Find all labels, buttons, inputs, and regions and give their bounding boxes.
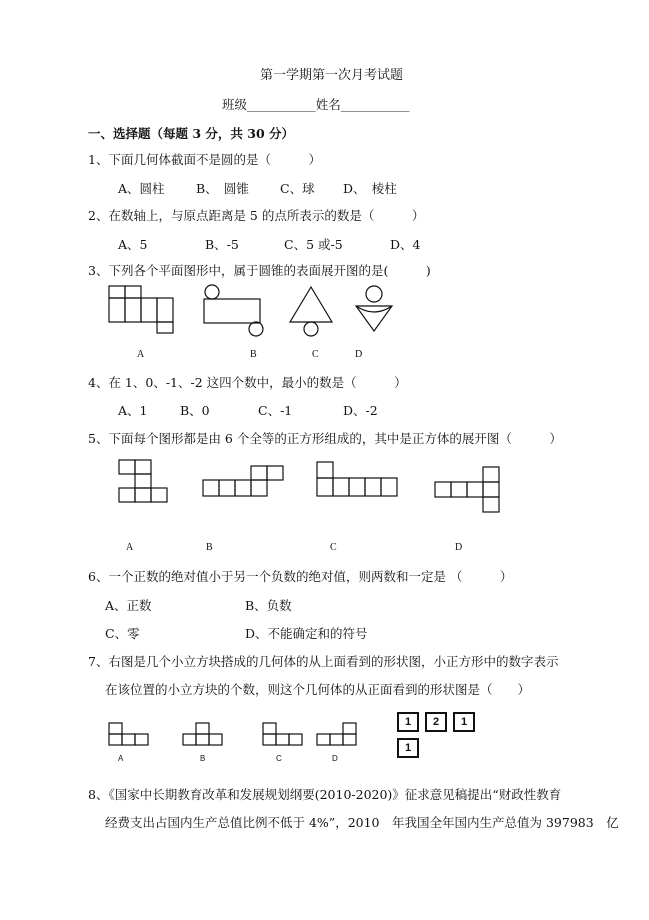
q2-option-b: B、-5 xyxy=(205,237,239,252)
q4-option-c: C、-1 xyxy=(258,403,293,418)
name-blank: ___________ xyxy=(340,97,410,112)
question-1-stem: 1、下面几何体截面不是圆的是（ ） xyxy=(88,152,321,167)
q6-option-c: C、零 xyxy=(105,626,140,641)
question-6-stem: 6、一个正数的绝对值小于另一个负数的绝对值，则两数和一定是 （ ） xyxy=(88,569,513,584)
q5-figure-c xyxy=(316,461,400,499)
q3-figure-a xyxy=(108,285,180,335)
grid-cell: 1 xyxy=(397,738,419,758)
q6-option-d: D、不能确定和的符号 xyxy=(245,626,368,641)
q4-option-b: B、0 xyxy=(180,403,210,418)
q3-label-c: C xyxy=(312,349,319,360)
q1-option-d: D、 棱柱 xyxy=(343,181,397,196)
question-7-stem-line2: 在该位置的小立方块的个数，则这个几何体的从正面看到的形状图是（ ） xyxy=(105,682,531,697)
q6-option-a: A、正数 xyxy=(105,598,152,613)
q4-option-a: A、1 xyxy=(118,403,148,418)
q5-figure-a xyxy=(118,459,170,503)
q6-option-b: B、负数 xyxy=(245,598,292,613)
q5-label-d: D xyxy=(455,542,463,553)
q3-figure-c xyxy=(287,285,337,340)
q1-option-a: A、圆柱 xyxy=(118,181,165,196)
question-7-stem-line1: 7、右图是几个小立方块搭成的几何体的从上面看到的形状图，小正方形中的数字表示 xyxy=(88,654,559,669)
question-2-stem: 2、在数轴上，与原点距离是 5 的点所表示的数是（ ） xyxy=(88,208,425,223)
q4-option-d: D、-2 xyxy=(343,403,378,418)
question-8-stem-line1: 8、《国家中长期教育改革和发展规划纲要(2010-2020)》征求意见稿提出“财政性教育 xyxy=(88,787,562,802)
q3-label-a: A xyxy=(137,349,145,360)
q1-option-c: C、球 xyxy=(280,181,315,196)
q7-figure-c xyxy=(262,722,306,748)
q7-top-view-grid xyxy=(397,712,487,760)
grid-cell: 2 xyxy=(425,712,447,732)
class-blank: ___________ xyxy=(247,97,316,112)
q7-figure-d xyxy=(316,722,360,748)
question-4-stem: 4、在 1、0、-1、-2 这四个数中，最小的数是（ ） xyxy=(88,375,407,390)
class-label: 班级 xyxy=(222,97,248,112)
q7-label-c: C xyxy=(276,754,282,763)
q3-label-b: B xyxy=(250,349,257,360)
section-heading: 一、选择题（每题 3 分，共 30 分） xyxy=(88,126,295,141)
q3-figure-d xyxy=(353,284,397,336)
q2-option-c: C、5 或-5 xyxy=(284,237,343,252)
q1-option-b: B、 圆锥 xyxy=(196,181,249,196)
grid-cell: 1 xyxy=(397,712,419,732)
q7-figure-b xyxy=(182,722,226,748)
q5-figure-b xyxy=(202,465,286,499)
question-8-stem-line2: 经费支出占国内生产总值比例不低于 4%”，2010 年我国全年国内生产总值为 397983 亿 xyxy=(105,815,619,830)
q5-figure-d xyxy=(434,466,500,514)
q2-option-a: A、5 xyxy=(118,237,148,252)
q7-label-a: A xyxy=(118,754,124,763)
q2-option-d: D、4 xyxy=(390,237,421,252)
q3-figure-b xyxy=(200,282,270,337)
grid-cell: 1 xyxy=(453,712,475,732)
q7-figure-a xyxy=(108,722,152,748)
question-3-stem: 3、下列各个平面图形中，属于圆锥的表面展开图的是( ) xyxy=(88,263,431,278)
q5-label-c: C xyxy=(330,542,337,553)
name-label: 姓名 xyxy=(315,97,341,112)
q3-label-d: D xyxy=(355,349,363,360)
page-title: 第一学期第一次月考试题 xyxy=(260,68,404,83)
q5-label-b: B xyxy=(206,542,213,553)
q5-label-a: A xyxy=(126,542,134,553)
q7-label-d: D xyxy=(332,754,338,763)
q7-label-b: B xyxy=(200,754,206,763)
question-5-stem: 5、下面每个图形都是由 6 个全等的正方形组成的，其中是正方体的展开图（ ） xyxy=(88,431,562,446)
class-field xyxy=(222,97,410,113)
